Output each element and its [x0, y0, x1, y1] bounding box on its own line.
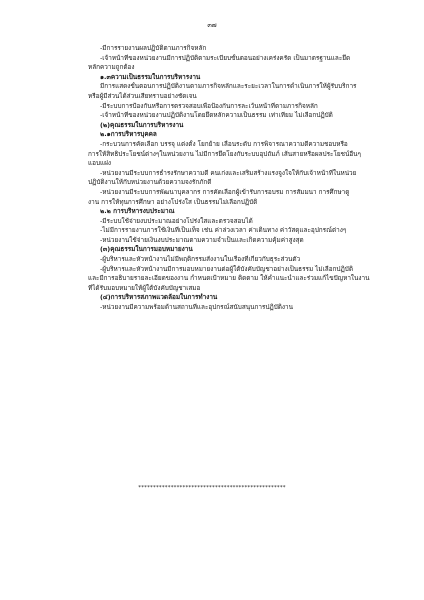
section-heading: (๓)คุณธรรมในการมอบหมายงาน [100, 245, 193, 254]
text-line: งาน การให้ทุนการศึกษา อย่างโปร่งใส เป็นธรรมไม่เลือกปฏิบัติ [88, 197, 258, 206]
section-heading: (๔)การบริหารสภาพแวดล้อมในการทำงาน [100, 293, 218, 302]
end-separator: ************************************************** [138, 485, 286, 491]
text-line: การให้สิทธิประโยชน์ต่างๆในหน่วยงาน ไม่มีการยึดโยงกับระบบอุปถัมภ์ เส้นสายหรือผลประโยชน์อื่นๆ [88, 149, 361, 158]
text-line: -หน่วยงานใช้จ่ายเงินงบประมาณตามความจำเป็นและเกิดความคุ้มค่าสูงสุด [100, 235, 304, 244]
section-heading: (๒)คุณธรรมในการบริหารงาน [100, 120, 184, 129]
text-line: มีการแสดงขั้นตอนการปฏิบัติงานตามภารกิจหลักและระยะเวลาในการดำเนินการให้ผู้รับบริการ [100, 82, 357, 91]
text-line: -เจ้าหน้าที่ของหน่วยงานปฏิบัติงานโดยยึดหลักความเป็นธรรม เท่าเทียม ไม่เลือกปฏิบัติ [100, 111, 333, 120]
text-line: ที่ได้รับมอบหมายให้ผู้ใต้บังคับบัญชาเสมอ [88, 283, 201, 292]
text-line: -ไม่มีการรายงานการใช้เงินที่เป็นเท็จ เช่น ค่าล่วงเวลา ค่าเดินทาง ค่าวัสดุและอุปกรณ์ต่างๆ [100, 226, 347, 235]
text-line: -หน่วยงานมีระบบการธำรงรักษาความดี คนเก่งและเสริมสร้างแรงจูงใจให้กับเจ้าหน้าที่ในหน่วย [100, 168, 357, 177]
document-body [88, 44, 384, 313]
text-line: -ผู้บริหารและหัวหน้างานมีการมอบหมายงานต่อผู้ใต้บังคับบัญชาอย่างเป็นธรรม ไม่เลือกปฏิบัติ [100, 264, 353, 273]
text-line: -มีระบบใช้จ่ายงบประมาณอย่างโปร่งใสและตรวจสอบได้ [100, 216, 253, 225]
text-line: -หน่วยงานมีความพร้อมด้านสถานที่และอุปกรณ์สนับสนุนการปฏิบัติงาน [100, 303, 293, 312]
text-line: หลักความถูกต้อง [88, 63, 135, 72]
text-line: -ผู้บริหารและหัวหน้างานไม่มีพฤติกรรมสั่งงานในเรื่องที่เกี่ยวกับธุระส่วนตัว [100, 255, 301, 264]
text-line: ปฏิบัติงานให้กับหน่วยงานด้วยความจงรักภักดี [88, 178, 212, 187]
text-line: หรือผู้มีส่วนได้ส่วนเสียทราบอย่างชัดเจน [88, 91, 197, 100]
section-heading: ๒.๑การบริหารบุคคล [100, 130, 157, 139]
text-line: -หน่วยงานมีระบบการพัฒนาบุคลากร การคัดเลือกผู้เข้ารับการอบรม การสัมมนา การศึกษาดู [100, 187, 350, 196]
section-heading: ๒.๒ การบริหารงบประมาณ [100, 207, 175, 216]
text-line: -กระบวนการคัดเลือก บรรจุ แต่งตั้ง โยกย้าย เลื่อนระดับ การพิจารณาความดีความชอบหรือ [100, 139, 348, 148]
section-heading: ๑.๓ความเป็นธรรมในการบริหารงาน [100, 72, 201, 81]
text-line: -มีการรายงานผลปฏิบัติตามภารกิจหลัก [100, 44, 207, 52]
text-line: -เจ้าหน้าที่ของหน่วยงานมีการปฏิบัติตามระเบียบขั้นตอนอย่างเคร่งครัด เป็นมาตรฐานและยึด [100, 53, 351, 62]
text-line: แอบแฝง [88, 159, 111, 168]
text-line: และมีการอธิบายรายละเอียดของงาน กำหนดเป้าหมาย ติดตาม ให้คำแนะนำและร่วมแก้ไขปัญหาในงาน [88, 274, 370, 283]
page-number: ๓๗ [207, 21, 217, 29]
text-line: -มีระบบการป้องกันหรือการตรวจสอบเพื่อป้องกันการละเว้นหน้าที่ตามภารกิจหลัก [100, 101, 318, 110]
